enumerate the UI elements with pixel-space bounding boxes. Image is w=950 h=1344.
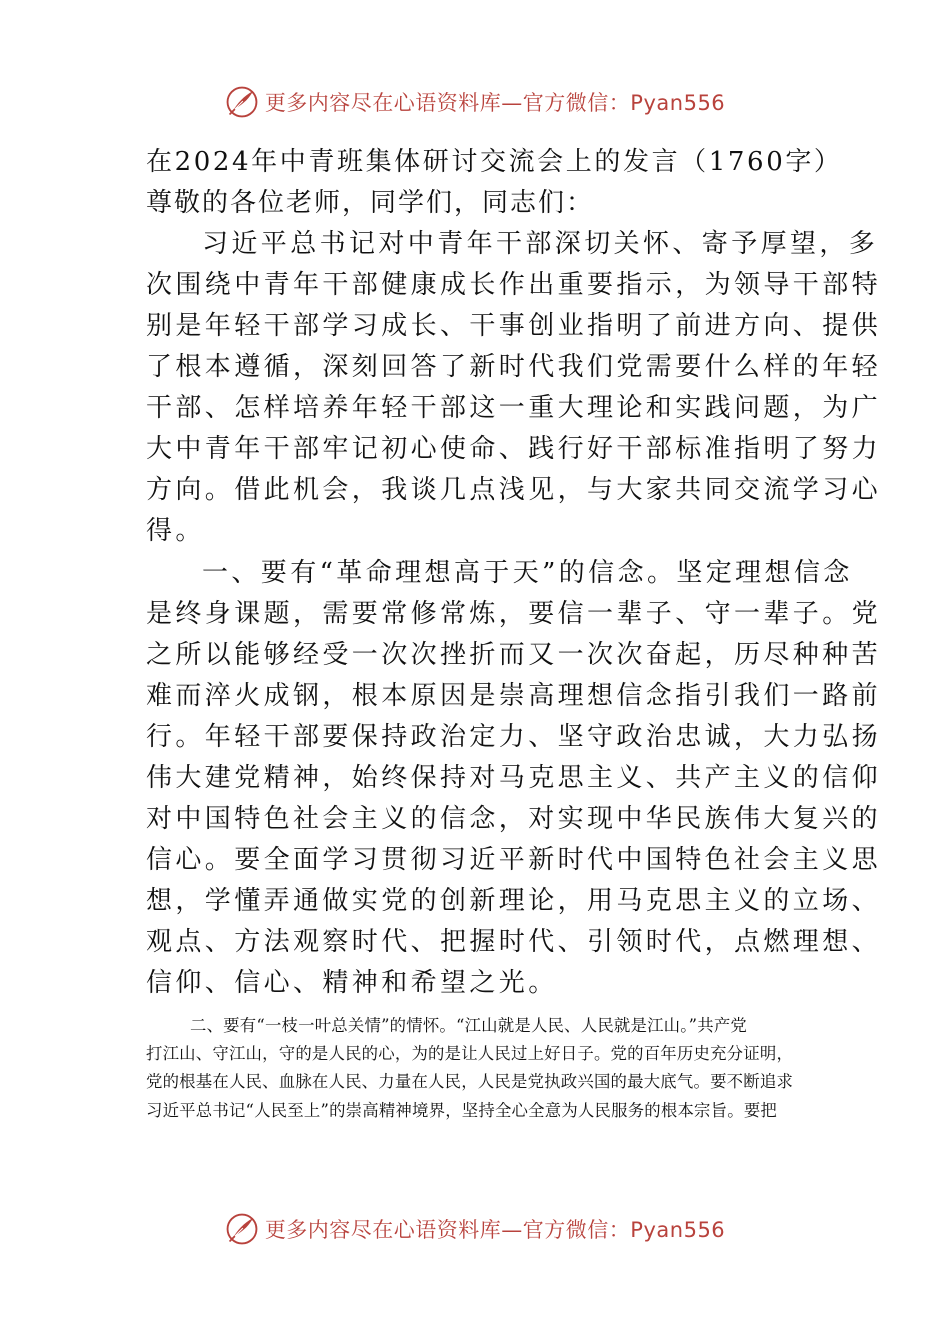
text-line: 次围绕中青年干部健康成长作出重要指示，为领导干部特 — [146, 270, 882, 300]
text-line: 是终身课题，需要常修常炼，要信一辈子、守一辈子。党 — [146, 599, 882, 629]
text-line: 了根本遵循，深刻回答了新时代我们党需要什么样的年轻 — [146, 352, 882, 382]
text-line: 大中青年干部牢记初心使命、践行好干部标准指明了努力 — [146, 434, 882, 464]
text-line: 对中国特色社会主义的信念，对实现中华民族伟大复兴的 — [146, 804, 882, 834]
text-line: 打江山、守江山，守的是人民的心，为的是让人民过上好日子。党的百年历史充分证明， — [146, 1044, 794, 1064]
paragraph-section-one — [146, 553, 882, 1004]
text-line: 干部、怎样培养年轻干部这一重大理论和实践问题，为广 — [146, 393, 882, 423]
text-line: 观点、方法观察时代、把握时代、引领时代，点燃理想、 — [146, 927, 882, 957]
document-body — [146, 142, 882, 1125]
document-title: 在2024年中青班集体研讨交流会上的发言（1760字） — [146, 147, 843, 177]
text-line: 伟大建党精神，始终保持对马克思主义、共产主义的信仰 — [146, 763, 882, 793]
text-line: 得。 — [146, 516, 205, 546]
text-line: 难而淬火成钢，根本原因是崇高理想信念指引我们一路前 — [146, 681, 882, 711]
text-line: 行。年轻干部要保持政治定力、坚守政治忠诚，大力弘扬 — [146, 722, 882, 752]
quill-pen-logo-icon — [225, 85, 259, 119]
text-line: 别是年轻干部学习成长、干事创业指明了前进方向、提供 — [146, 311, 882, 341]
banner-text: 更多内容尽在心语资料库—官方微信：Pyan556 — [264, 91, 726, 115]
text-line: 想，学懂弄通做实党的创新理论，用马克思主义的立场、 — [146, 886, 882, 916]
quill-pen-logo-icon — [225, 1212, 259, 1246]
header-banner — [0, 82, 950, 122]
text-line: 之所以能够经受一次次挫折而又一次次奋起，历尽种种苦 — [146, 640, 882, 670]
greeting: 尊敬的各位老师，同学们，同志们： — [146, 188, 595, 218]
banner-text: 更多内容尽在心语资料库—官方微信：Pyan556 — [264, 1218, 726, 1242]
text-line: 一、要有“革命理想高于天”的信念。坚定理想信念 — [202, 558, 853, 588]
text-line: 习近平总书记“人民至上”的崇高精神境界，坚持全心全意为人民服务的根本宗旨。要把 — [146, 1100, 778, 1120]
text-line: 二、要有“一枝一叶总关情”的情怀。“江山就是人民、人民就是江山。”共产党 — [190, 1016, 748, 1035]
text-line: 党的根基在人民、血脉在人民、力量在人民，人民是党执政兴国的最大底气。要不断追求 — [146, 1072, 794, 1092]
paragraph-section-two — [146, 1012, 810, 1125]
footer-banner — [0, 1209, 950, 1249]
text-line: 习近平总书记对中青年干部深切关怀、寄予厚望，多 — [202, 229, 879, 259]
text-line: 信心。要全面学习贯彻习近平新时代中国特色社会主义思 — [146, 845, 882, 875]
text-line: 方向。借此机会，我谈几点浅见，与大家共同交流学习心 — [146, 475, 882, 505]
text-line: 信仰、信心、精神和希望之光。 — [146, 968, 558, 998]
paragraph-intro — [146, 224, 882, 552]
